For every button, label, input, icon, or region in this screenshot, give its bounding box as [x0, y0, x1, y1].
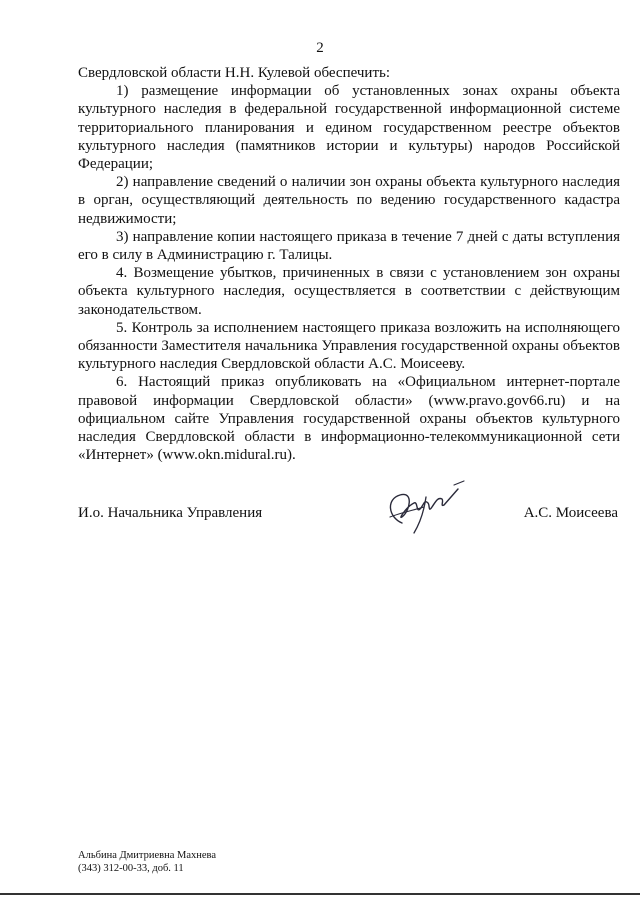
- body-paragraph-3: 3) направление копии настоящего приказа в течение 7 дней с даты вступления его в силу в Администрацию г. Талицы.: [78, 228, 620, 264]
- bottom-border-line: [0, 893, 640, 895]
- executor-contact: [78, 849, 216, 875]
- body-intro: Свердловской области Н.Н. Кулевой обеспечить:: [78, 65, 391, 81]
- document-body: [78, 64, 620, 464]
- handwritten-signature: [380, 477, 470, 539]
- body-paragraph-5: 5. Контроль за исполнением настоящего приказа возложить на исполняющего обязанности Заместителя начальника Управления государственной охраны объектов культурного наследия Свердловской области А.С. Моисееву.: [78, 319, 620, 373]
- body-paragraph-6: 6. Настоящий приказ опубликовать на «Официальном интернет-портале правовой информации Свердловской области» (www.pravo.gov66.ru) и на официальном сайте Управления государственной охраны объектов культурного наследия Свердловской области в информационно-телекоммуникационной сети «Интернет» (www.okn.midural.ru).: [78, 374, 620, 464]
- executor-name: Альбина Дмитриевна Махнева: [78, 850, 217, 861]
- page-number: 2: [316, 40, 324, 56]
- body-paragraph-2: 2) направление сведений о наличии зон охраны объекта культурного наследия в орган, осуществляющий деятельность по ведению государственного кадастра недвижимости;: [78, 174, 620, 227]
- body-paragraph-4: 4. Возмещение убытков, причиненных в связи с установлением зон охраны объекта культурного наследия, осуществляется в соответствии с действующим законодательством.: [78, 265, 620, 318]
- executor-phone: (343) 312-00-33, доб. 11: [78, 863, 184, 874]
- body-paragraph-1: 1) размещение информации об установленных зонах охраны объекта культурного наследия в федеральной государственной информационной системе территориального планирования и едином государственном реестре объектов культурного наследия (памятников истории и культуры) народов Российской Федерации;: [78, 83, 620, 173]
- signatory-title: И.о. Начальника Управления: [78, 505, 263, 521]
- signature-block: [78, 505, 618, 529]
- signatory-name: А.С. Моисеева: [523, 505, 618, 521]
